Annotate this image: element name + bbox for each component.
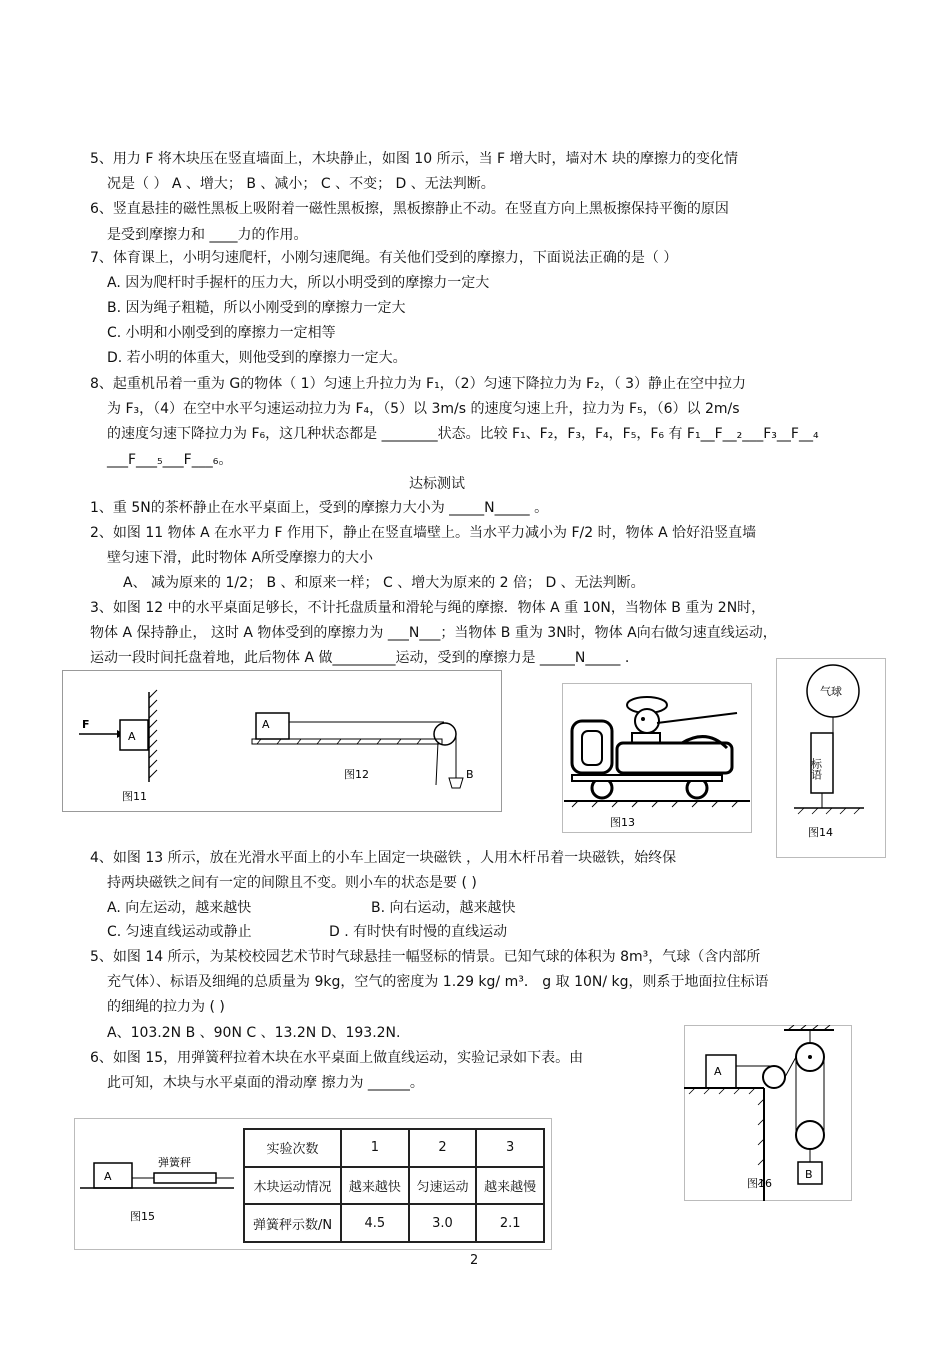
- t2-line2: 壁匀速下滑，此时物体 A所受摩擦力的大小: [107, 550, 374, 566]
- figure-11: [62, 670, 502, 812]
- fig11-force-label: F: [82, 718, 90, 731]
- q5-line2: 况是（ ） A 、增大； B 、减小； C 、不变； D 、无法判断。: [107, 176, 495, 192]
- t5-line3: 的细绳的拉力为 ( ): [107, 999, 225, 1015]
- table-cell: 弹簧秤示数/N: [244, 1204, 341, 1242]
- fig12-block-a-label: A: [262, 718, 270, 731]
- t4-line2: 持两块磁铁之间有一定的间隙且不变。则小车的状态是要 ( ): [107, 875, 477, 891]
- table-cell: 木块运动情况: [244, 1167, 341, 1205]
- page-number: 2: [470, 1253, 479, 1268]
- table-cell: 4.5: [341, 1204, 409, 1242]
- fig14-caption: 图14: [808, 826, 833, 839]
- q8-line2: 为 F₃，（4）在空中水平匀速运动拉力为 F₄，（5）以 3m/s 的速度匀速上升，拉力为 F₅，（6）以 2m/s: [107, 401, 740, 417]
- t3-line1: 3、如图 12 中的水平桌面足够长，不计托盘质量和滑轮与绳的摩擦．物体 A 重 10N，当物体 B 重为 2N时，: [90, 600, 766, 616]
- table-cell: 2.1: [476, 1204, 544, 1242]
- q7-option-b: B. 因为绳子粗糙，所以小刚受到的摩擦力一定大: [107, 300, 406, 316]
- t6-line1: 6、如图 15，用弹簧秤拉着木块在水平桌面上做直线运动，实验记录如下表。由: [90, 1050, 584, 1066]
- experiment-table: [243, 1128, 545, 1243]
- figure-13: [562, 683, 752, 833]
- t4-line1: 4、如图 13 所示，放在光滑水平面上的小车上固定一块磁铁 ，人用木杆吊着一块磁铁，始终保: [90, 850, 677, 866]
- fig14-balloon-label: 气球: [820, 685, 842, 698]
- fig14-banner-label: 标语: [809, 758, 823, 780]
- section-title: 达标测试: [409, 476, 465, 492]
- q7-option-d: D. 若小明的体重大，则他受到的摩擦力一定大。: [107, 350, 407, 366]
- table-header-cell: 3: [476, 1129, 544, 1167]
- q8-line1: 8、起重机吊着一重为 G的物体（ 1）匀速上升拉力为 F₁，（2）匀速下降拉力为 F₂，（ 3）静止在空中拉力: [90, 376, 747, 392]
- table-row: [244, 1204, 544, 1242]
- t2-options: A、 减为原来的 1/2； B 、和原来一样； C 、增大为原来的 2 倍； D 、无法判断。: [123, 575, 645, 591]
- table-cell: 匀速运动: [409, 1167, 477, 1205]
- q5-line1: 5、用力 F 将木块压在竖直墙面上，木块静止，如图 10 所示，当 F 增大时，墙对木 块的摩擦力的变化情: [90, 151, 738, 167]
- fig15-scale-label: 弹簧秤: [158, 1156, 191, 1169]
- fig15-block-label: A: [104, 1170, 112, 1183]
- fig11-caption: 图11: [122, 790, 147, 803]
- q8-line3: 的速度匀速下降拉力为 F₆，这几种状态都是 ________状态。比较 F₁、F₂，F₃，F₄，F₅，F₆ 有 F₁__F__₂___F₃__F__₄: [107, 426, 819, 442]
- t6-line2: 此可知，木块与水平桌面的滑动摩 擦力为 ______。: [107, 1075, 424, 1091]
- q6-line1: 6、竖直悬挂的磁性黑板上吸附着一磁性黑板擦，黑板擦静止不动。在竖直方向上黑板擦保持平衡的原因: [90, 201, 729, 217]
- fig13-caption: 图13: [610, 816, 635, 829]
- t5-line1: 5、如图 14 所示，为某校校园艺术节时气球悬挂一幅竖标的情景。已知气球的体积为 8m³，气球（含内部所: [90, 949, 761, 965]
- table-header-row: [244, 1129, 544, 1167]
- table-cell: 3.0: [409, 1204, 477, 1242]
- fig12-caption: 图12: [344, 768, 369, 781]
- t4-option-a: A. 向左运动，越来越快: [107, 900, 252, 916]
- table-header-cell: 实验次数: [244, 1129, 341, 1167]
- table-header-cell: 2: [409, 1129, 477, 1167]
- q6-line2: 是受到摩擦力和 ____力的作用。: [107, 227, 308, 243]
- figure-16: [684, 1025, 852, 1201]
- figure-14: [776, 658, 886, 858]
- fig12-block-b-label: B: [466, 768, 474, 781]
- table-cell: 越来越快: [341, 1167, 409, 1205]
- q8-line4: ___F___₅___F___₆。: [107, 452, 233, 468]
- fig11-block-label: A: [128, 730, 136, 743]
- q7-option-a: A. 因为爬杆时手握杆的压力大，所以小明受到的摩擦力一定大: [107, 275, 490, 291]
- fig15-caption: 图15: [130, 1210, 155, 1223]
- t5-line2: 充气体）、标语及细绳的总质量为 9kg，空气的密度为 1.29 kg/ m³． g 取 10N/ kg，则系于地面拉住标语: [107, 974, 769, 990]
- q7-option-c: C. 小明和小刚受到的摩擦力一定相等: [107, 325, 336, 341]
- t3-line3: 运动一段时间托盘着地，此后物体 A 做_________运动，受到的摩擦力是 _____N_____ .: [90, 650, 630, 666]
- t4-option-c: C. 匀速直线运动或静止: [107, 924, 252, 940]
- table-cell: 越来越慢: [476, 1167, 544, 1205]
- table-header-cell: 1: [341, 1129, 409, 1167]
- t4-option-d: D . 有时快有时慢的直线运动: [329, 924, 508, 940]
- t5-options: A、103.2N B 、90N C 、13.2N D、193.2N.: [107, 1025, 401, 1041]
- fig16-block-b-label: B: [805, 1168, 813, 1181]
- t2-line1: 2、如图 11 物体 A 在水平力 F 作用下，静止在竖直墙壁上。当水平力减小为 F/2 时，物体 A 恰好沿竖直墙: [90, 525, 757, 541]
- fig16-block-a-label: A: [714, 1065, 722, 1078]
- fig16-caption: 图16: [747, 1177, 772, 1190]
- t4-option-b: B. 向右运动，越来越快: [371, 900, 516, 916]
- t3-line2: 物体 A 保持静止， 这时 A 物体受到的摩擦力为 ___N___；当物体 B 重为 3N时，物体 A向右做匀速直线运动，: [90, 625, 777, 641]
- t1-line: 1、重 5N的茶杯静止在水平桌面上，受到的摩擦力大小为 _____N_____ 。: [90, 500, 549, 516]
- table-row: [244, 1167, 544, 1205]
- q7-stem: 7、体育课上，小明匀速爬杆，小刚匀速爬绳。有关他们受到的摩擦力，下面说法正确的是（ ）: [90, 250, 678, 266]
